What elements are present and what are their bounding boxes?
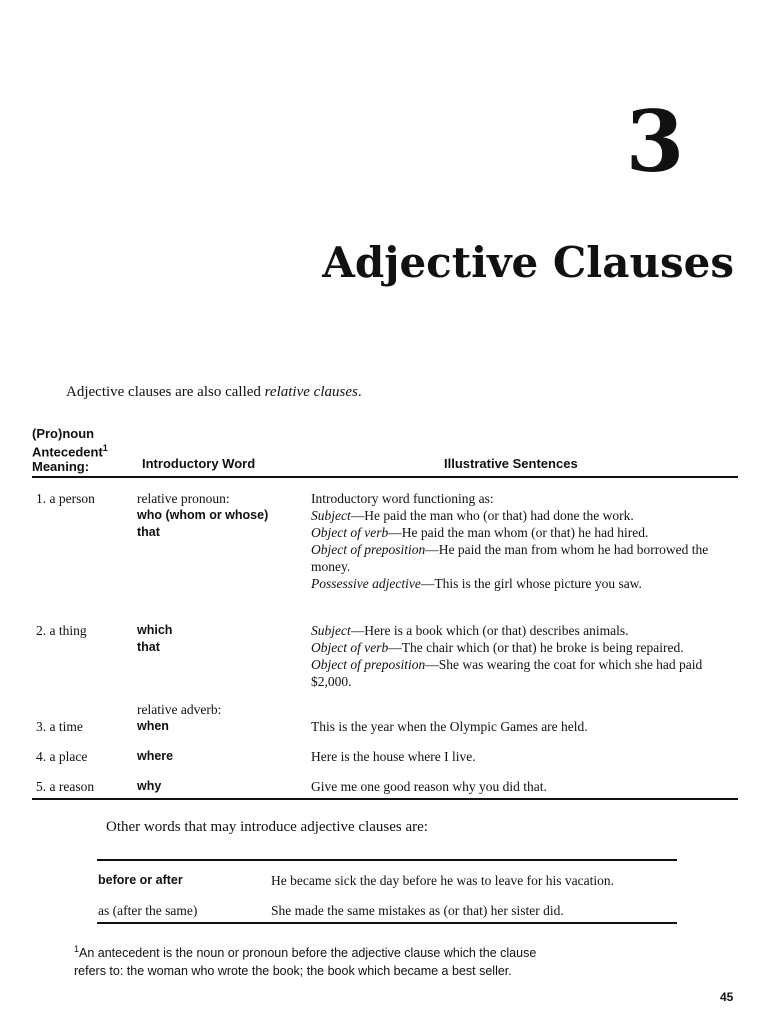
chapter-number: 3 — [625, 92, 685, 191]
meaning-place: 4. a place — [36, 749, 88, 764]
word-before-after: before or after — [98, 873, 183, 887]
header-antecedent: (Pro)noun Antecedent$^1$ Meaning: — [32, 426, 108, 475]
header-illustrative-sentences: Illustrative Sentences — [444, 456, 578, 471]
word-why: why — [137, 779, 162, 793]
sentence-time: This is the year when the Olympic Games are held. — [311, 719, 588, 734]
sentence-place: Here is the house where I live. — [311, 749, 476, 764]
page-number: 45 — [720, 990, 734, 1004]
word-as: as (after the same) — [98, 903, 198, 918]
sentences-thing: Subject—Here is a book which (or that) describes animals. Object of verb—The chair which (or that) he broke is being repaired. Object of preposition—She was wearing the coat for which she had paid $2,000. — [311, 623, 703, 689]
sentence-reason: Give me one good reason why you did that. — [311, 779, 547, 794]
word-cell-thing: which that — [137, 623, 173, 654]
meaning-reason: 5. a reason — [36, 779, 95, 794]
chapter-title: Adjective Clauses — [322, 238, 734, 287]
other-top-rule — [97, 859, 677, 861]
sentence-as: She made the same mistakes as (or that) her sister did. — [271, 903, 564, 918]
header-introductory-word: Introductory Word — [142, 456, 256, 471]
meaning-time: 3. a time — [36, 719, 83, 734]
word-where: where — [137, 749, 174, 763]
sentences-person: Introductory word functioning as: Subject—He paid the man who (or that) had done the work. Object of verb—He paid the man whom (or that) he had hired. Object of preposition—He paid the man from whom he had borrowed the money. Possessive adjective—This is the girl whose picture you saw. — [311, 491, 709, 591]
word-when: when — [137, 719, 169, 733]
meaning-thing: 2. a thing — [36, 623, 87, 638]
other-bottom-rule — [97, 922, 677, 924]
intro-sentence: Adjective clauses are also called relative clauses. — [66, 384, 362, 400]
sentence-before-after: He became sick the day before he was to leave for his vacation. — [271, 873, 614, 888]
word-cell-person: relative pronoun: who (whom or whose) that — [137, 491, 269, 539]
meaning-person: 1. a person — [36, 491, 95, 506]
other-words-lead: Other words that may introduce adjective clauses are: — [106, 819, 428, 835]
table-bottom-rule — [32, 798, 738, 800]
footnote: $^1$An antecedent is the noun or pronoun before the adjective clause which the clause refers to: the woman who wrote the book; the book which became a best seller. — [74, 944, 537, 979]
relative-adverb-label: relative adverb: — [137, 702, 222, 717]
table-top-rule — [32, 476, 738, 478]
